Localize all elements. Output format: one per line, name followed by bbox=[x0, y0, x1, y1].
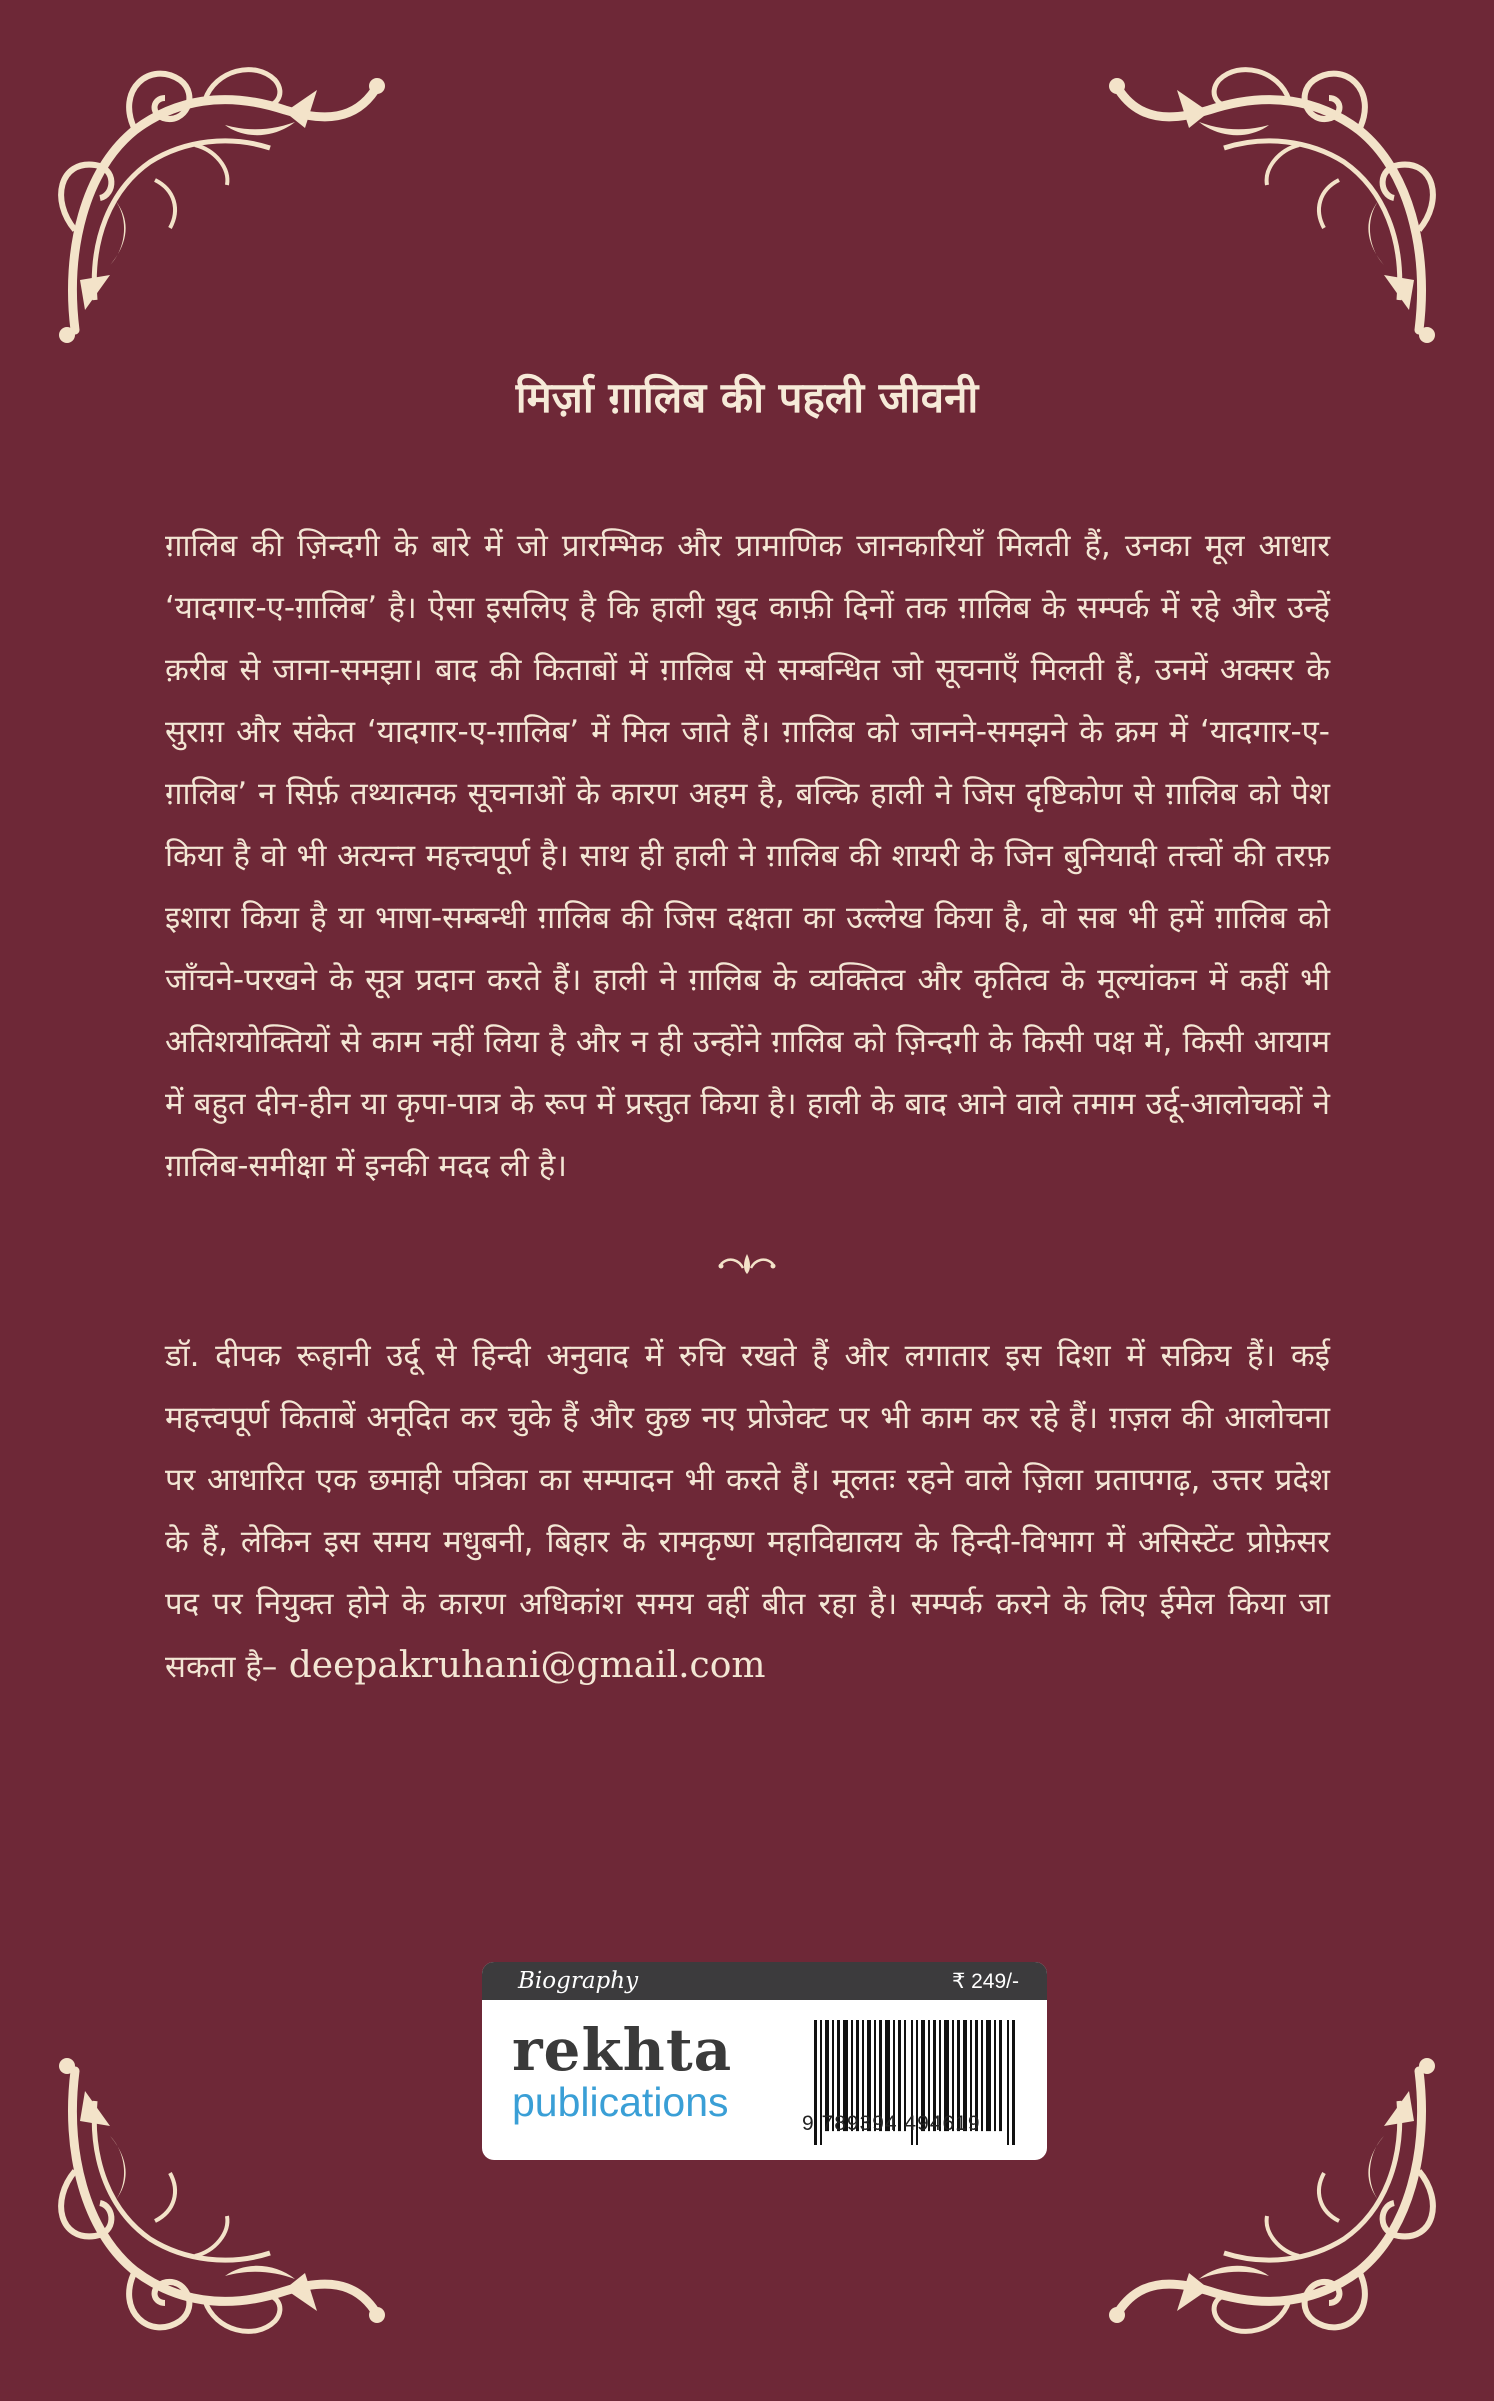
section-divider bbox=[0, 1248, 1494, 1288]
fleuron-icon bbox=[717, 1248, 777, 1278]
corner-ornament-top-left bbox=[55, 50, 385, 350]
author-bio-text: डॉ. दीपक रूहानी उर्दू से हिन्दी अनुवाद में रुचि रखते हैं और लगातार इस दिशा में सक्रिय हैं। कई महत्त्वपूर्ण किताबें अनूदित कर चुके हैं और कुछ नए प्रोजेक्ट पर भी काम कर रहे हैं। ग़ज़ल की आलोचना पर आधारित एक छमाही पत्रिका का सम्पादन भी करते हैं। मूलतः रहने वाले ज़िला प्रतापगढ़, उत्तर प्रदेश के हैं, लेकिन इस समय मधुबनी, बिहार के रामकृष्ण महाविद्यालय के हिन्दी-विभाग में असिस्टेंट प्रोफ़ेसर पद पर नियुक्त होने के कारण अधिकांश समय वहीं बीत रहा है। सम्पर्क करने के लिए ईमेल किया जा सकता है– bbox=[165, 1338, 1330, 1685]
genre-price-bar bbox=[482, 1962, 1047, 2000]
price-label: ₹ 249/- bbox=[951, 1969, 1019, 1993]
publisher-logo-bottom: publications bbox=[512, 2079, 729, 2125]
corner-ornament-top-right bbox=[1109, 50, 1439, 350]
author-bio-paragraph bbox=[165, 1325, 1330, 1698]
description-paragraph: ग़ालिब की ज़िन्दगी के बारे में जो प्रारम्भिक और प्रामाणिक जानकारियाँ मिलती हैं, उनका मूल आधार ‘यादगार-ए-ग़ालिब’ है। ऐसा इसलिए है कि हाली ख़ुद काफ़ी दिनों तक ग़ालिब के सम्पर्क में रहे और उन्हें क़रीब से जाना-समझा। बाद की किताबों में ग़ालिब से सम्बन्धित जो सूचनाएँ मिलती हैं, उनमें अक्सर के सुराग़ और संकेत ‘यादगार-ए-ग़ालिब’ में मिल जाते हैं। ग़ालिब को जानने-समझने के क्रम में ‘यादगार-ए-ग़ालिब’ न सिर्फ़ तथ्यात्मक सूचनाओं के कारण अहम है, बल्कि हाली ने जिस दृष्टिकोण से ग़ालिब को पेश किया है वो भी अत्यन्त महत्त्वपूर्ण है। साथ ही हाली ने ग़ालिब की शायरी के जिन बुनियादी तत्त्वों की तरफ़ इशारा किया है या भाषा-सम्बन्धी ग़ालिब की जिस दक्षता का उल्लेख किया है, वो सब भी हमें ग़ालिब को जाँचने-परखने के सूत्र प्रदान करते हैं। हाली ने ग़ालिब के व्यक्तित्व और कृतित्व के मूल्यांकन में कहीं भी अतिशयोक्तियों से काम नहीं लिया है और न ही उन्होंने ग़ालिब को ज़िन्दगी के किसी पक्ष में, किसी आयाम में बहुत दीन-हीन या कृपा-पात्र के रूप में प्रस्तुत किया है। हाली के बाद आने वाले तमाम उर्दू-आलोचकों ने ग़ालिब-समीक्षा में इनकी मदद ली है। bbox=[165, 528, 1330, 1184]
genre-label: Biography bbox=[518, 1968, 639, 1994]
book-title: मिर्ज़ा ग़ालिब की पहली जीवनी bbox=[515, 373, 979, 422]
isbn-number: 9 789394 494619 bbox=[802, 2112, 981, 2135]
corner-ornament-bottom-left bbox=[55, 2051, 385, 2351]
publisher-logo bbox=[512, 2016, 782, 2125]
corner-ornament-bottom-right bbox=[1109, 2051, 1439, 2351]
author-email: deepakruhani@gmail.com bbox=[277, 1645, 766, 1686]
publisher-logo-top: rekhta bbox=[512, 2016, 733, 2084]
publisher-barcode-panel bbox=[482, 1962, 1047, 2160]
